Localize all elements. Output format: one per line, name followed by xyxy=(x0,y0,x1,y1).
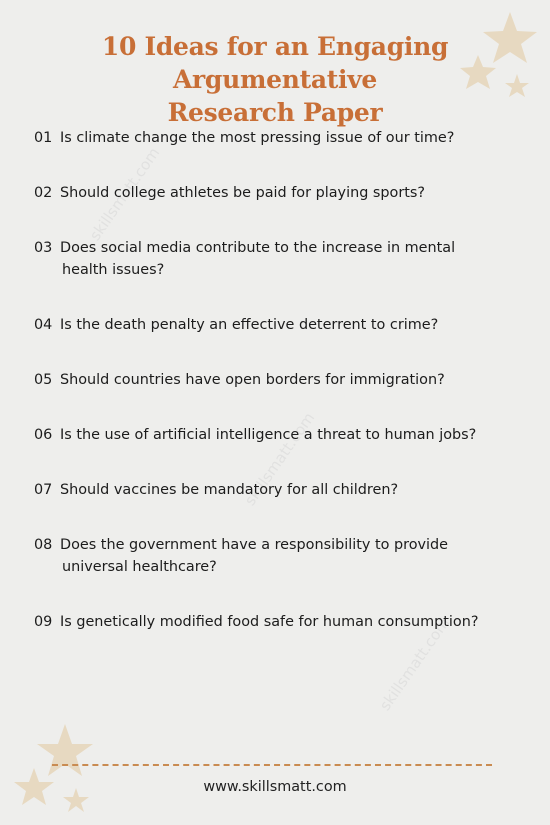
title-line-1: 10 Ideas for an Engaging Argumentative xyxy=(101,32,449,94)
item-text-continued: health issues? xyxy=(62,262,165,278)
star-icon xyxy=(37,724,93,776)
item-number: 02 xyxy=(34,185,53,201)
footer-url[interactable]: www.skillsmatt.com xyxy=(203,779,347,795)
list-item xyxy=(34,611,524,633)
item-text: Should vaccines be mandatory for all children? xyxy=(60,482,399,498)
list-item xyxy=(34,314,524,336)
item-number: 08 xyxy=(34,537,53,553)
list-item xyxy=(34,424,524,446)
item-text: Is climate change the most pressing issue of our time? xyxy=(60,130,455,146)
page-title xyxy=(0,30,550,129)
item-number: 09 xyxy=(34,614,53,630)
watermark: skillsmatt.com xyxy=(85,144,164,244)
item-text: Is genetically modified food safe for human consumption? xyxy=(60,614,479,630)
watermark: skillsmatt.com xyxy=(240,409,319,509)
item-number: 06 xyxy=(34,427,53,443)
list-item xyxy=(34,369,524,391)
item-text: Does the government have a responsibility to provide xyxy=(60,537,449,553)
watermark: skillsmatt.com xyxy=(375,614,454,714)
title-line-2: Research Paper xyxy=(167,98,383,127)
stars-bottom-left xyxy=(10,720,115,820)
item-number: 03 xyxy=(34,240,53,256)
list-item xyxy=(34,237,524,281)
list-item xyxy=(34,479,524,501)
item-text: Does social media contribute to the increase in mental xyxy=(60,240,456,256)
item-text-continued: universal healthcare? xyxy=(62,559,217,575)
item-text: Should countries have open borders for immigration? xyxy=(60,372,445,388)
item-number: 05 xyxy=(34,372,53,388)
item-text: Is the use of artificial intelligence a threat to human jobs? xyxy=(60,427,477,443)
item-number: 07 xyxy=(34,482,53,498)
item-text: Is the death penalty an effective deterrent to crime? xyxy=(60,317,439,333)
item-text: Should college athletes be paid for playing sports? xyxy=(60,185,426,201)
list-item xyxy=(34,127,524,149)
list-item xyxy=(34,534,524,578)
dashed-divider xyxy=(52,764,492,766)
list-item xyxy=(34,182,524,204)
item-number: 04 xyxy=(34,317,53,333)
item-number: 01 xyxy=(34,130,53,146)
